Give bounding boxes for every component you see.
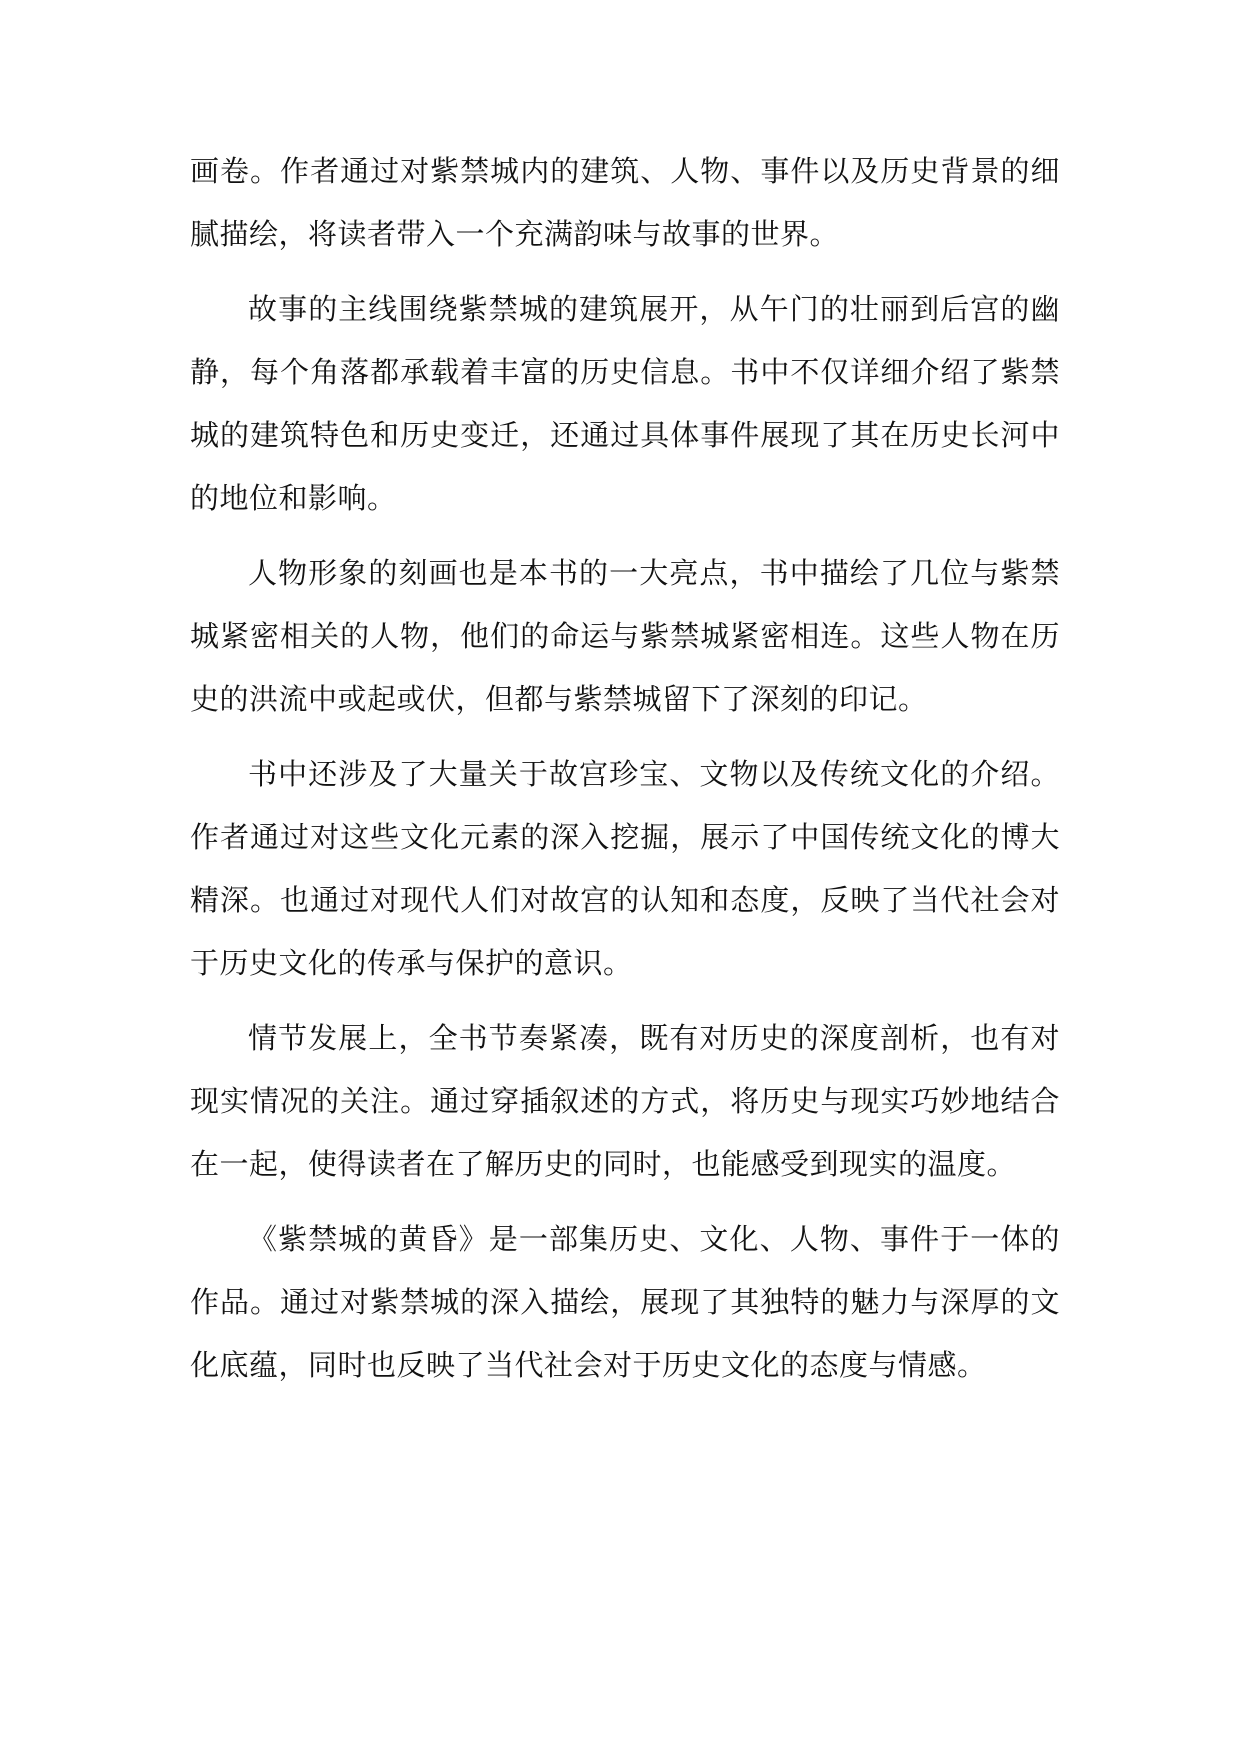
paragraph-plot: 情节发展上，全书节奏紧凑，既有对历史的深度剖析，也有对现实情况的关注。通过穿插叙述的方式，将历史与现实巧妙地结合在一起，使得读者在了解历史的同时，也能感受到现实的温度。 [190,1021,1060,1181]
paragraph-culture: 书中还涉及了大量关于故宫珍宝、文物以及传统文化的介绍。作者通过对这些文化元素的深入挖掘，展示了中国传统文化的博大精深。也通过对现代人们对故宫的认知和态度，反映了当代社会对于历史文化的传承与保护的意识。 [190,757,1060,980]
paragraph-summary: 《紫禁城的黄昏》是一部集历史、文化、人物、事件于一体的作品。通过对紫禁城的深入描绘，展现了其独特的魅力与深厚的文化底蕴，同时也反映了当代社会对于历史文化的态度与情感。 [190,1222,1060,1382]
paragraph-continuation: 画卷。作者通过对紫禁城内的建筑、人物、事件以及历史背景的细腻描绘，将读者带入一个充满韵味与故事的世界。 [190,154,1060,251]
body-text [190,140,1060,1409]
paragraph-architecture: 故事的主线围绕紫禁城的建筑展开，从午门的壮丽到后宫的幽静，每个角落都承载着丰富的历史信息。书中不仅详细介绍了紫禁城的建筑特色和历史变迁，还通过具体事件展现了其在历史长河中的地位和影响。 [190,292,1060,515]
paragraph-characters: 人物形象的刻画也是本书的一大亮点，书中描绘了几位与紫禁城紧密相关的人物，他们的命运与紫禁城紧密相连。这些人物在历史的洪流中或起或伏，但都与紫禁城留下了深刻的印记。 [190,556,1060,716]
